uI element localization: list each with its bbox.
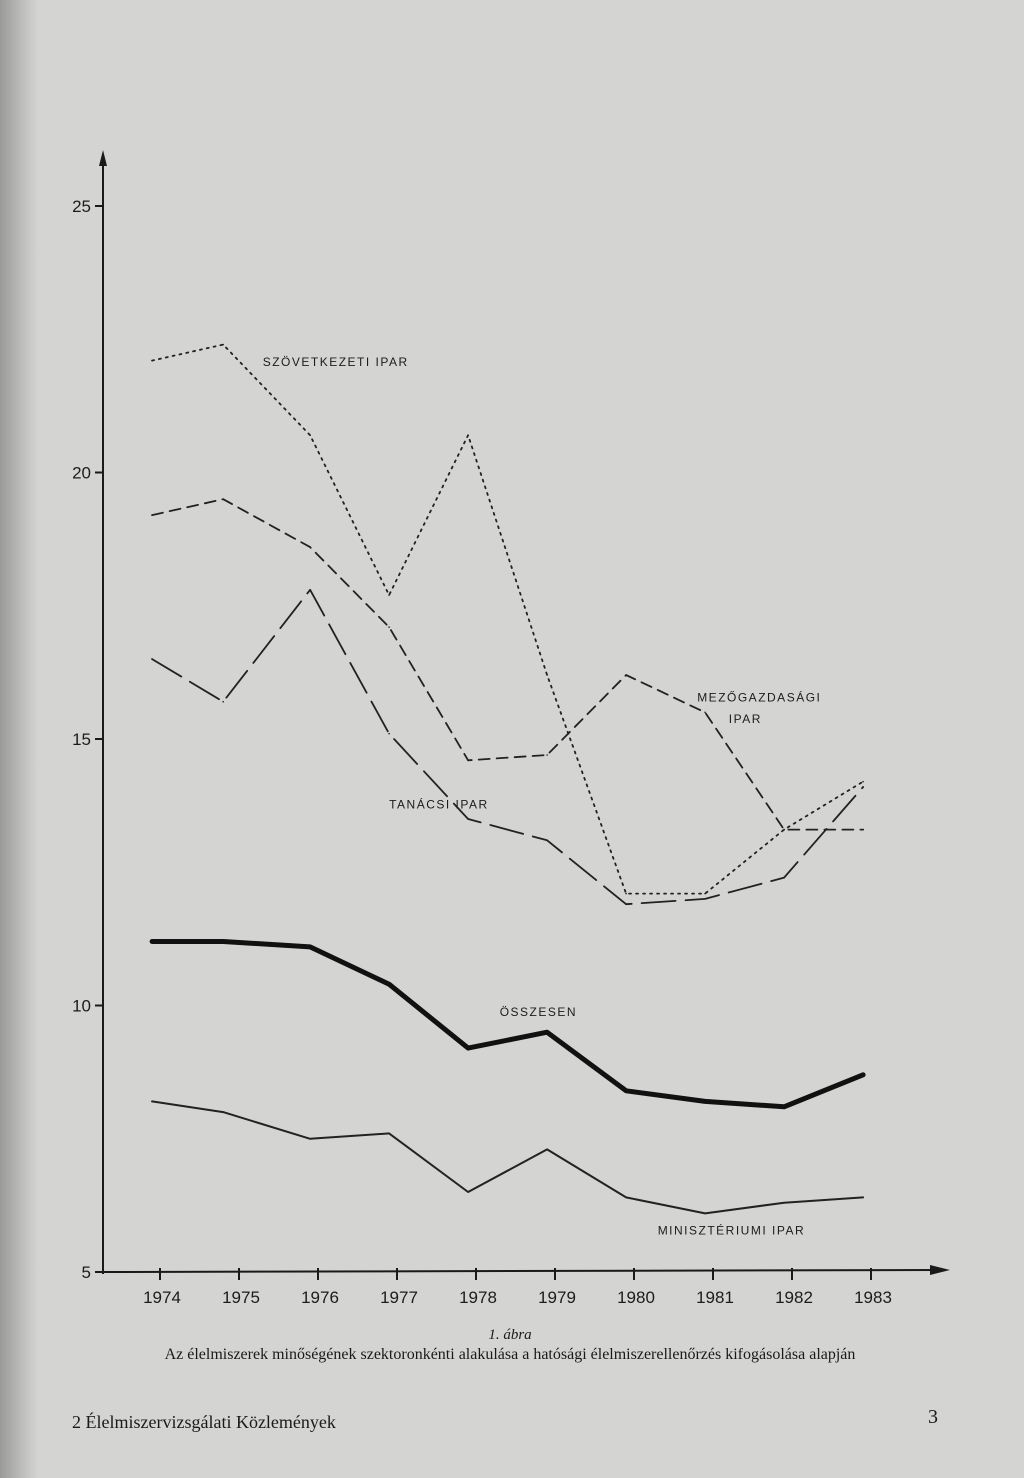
data-point (704, 1213, 706, 1215)
data-point (704, 1101, 706, 1103)
data-point (783, 829, 785, 831)
y-tick-label: 10 (72, 996, 91, 1016)
x-tick-label: 1975 (222, 1288, 260, 1307)
data-point (388, 983, 390, 985)
data-point (546, 1149, 548, 1151)
data-point (862, 1074, 864, 1076)
series-label: MINISZTÉRIUMI IPAR (657, 1223, 806, 1238)
data-point (222, 1111, 224, 1113)
caption-text: Az élelmiszerek minőségének szektoronkénti alakulása a hatósági élelmiszerellenőrzés kifogásolása alapján (164, 1346, 856, 1363)
data-point (546, 674, 548, 676)
data-point (783, 1202, 785, 1204)
figure-caption (60, 1326, 960, 1364)
data-point (862, 829, 864, 831)
data-point (309, 946, 311, 948)
data-point (625, 903, 627, 905)
data-point (151, 1101, 153, 1103)
data-point (546, 754, 548, 756)
series-line-mezogazdasagi-ipar (152, 499, 863, 829)
y-tick-label: 5 (81, 1263, 91, 1282)
data-point (222, 701, 224, 703)
data-point (625, 1197, 627, 1199)
data-point (388, 1133, 390, 1135)
series-line-tanacsi-ipar (152, 590, 863, 904)
series-label: ÖSSZESEN (499, 1005, 578, 1020)
series-line-szovetkezeti-ipar (152, 345, 863, 894)
x-tick-label: 1974 (143, 1288, 181, 1307)
x-axis-arrow (930, 1265, 950, 1275)
data-point (704, 898, 706, 900)
y-tick-label: 20 (72, 463, 91, 483)
x-tick-label: 1977 (380, 1288, 418, 1307)
data-point (309, 1138, 311, 1140)
data-point (467, 760, 469, 762)
data-point (467, 818, 469, 820)
x-tick-label: 1981 (696, 1288, 734, 1307)
data-point (388, 626, 390, 628)
page-number: 3 (928, 1406, 938, 1428)
data-point (222, 344, 224, 346)
data-point (151, 360, 153, 362)
data-point (151, 658, 153, 660)
data-point (704, 712, 706, 714)
data-point (309, 546, 311, 548)
y-axis-ticks (72, 197, 103, 1282)
x-axis-ticks (143, 1268, 892, 1307)
y-tick-label: 25 (72, 197, 91, 216)
data-point (388, 594, 390, 596)
chart-axes (99, 150, 950, 1275)
x-axis-line (103, 1270, 935, 1272)
data-point (546, 1031, 548, 1033)
data-point (862, 781, 864, 783)
data-point (467, 1047, 469, 1049)
series-label: IPAR (728, 712, 762, 727)
data-point (625, 1090, 627, 1092)
data-point (467, 1191, 469, 1193)
x-tick-label: 1978 (459, 1288, 497, 1307)
y-tick-label: 15 (72, 730, 91, 749)
series-label: MEZŐGAZDASÁGI (697, 690, 822, 705)
data-point (704, 893, 706, 895)
series-line-osszesen (152, 942, 863, 1107)
data-point (309, 589, 311, 591)
data-point (625, 674, 627, 676)
x-tick-label: 1982 (775, 1288, 813, 1307)
data-point (546, 839, 548, 841)
journal-footer: 2 Élelmiszervizsgálati Közlemények (72, 1412, 336, 1432)
data-point (151, 941, 153, 943)
figure-number: 1. ábra (488, 1327, 532, 1343)
data-point (309, 434, 311, 436)
x-tick-label: 1983 (854, 1288, 892, 1307)
data-point (783, 877, 785, 879)
x-tick-label: 1979 (538, 1288, 576, 1307)
data-point (151, 514, 153, 516)
data-point (222, 498, 224, 500)
y-axis-arrow (99, 150, 107, 166)
data-point (862, 786, 864, 788)
series-line-miniszteriumi-ipar (152, 1101, 863, 1213)
x-tick-label: 1976 (301, 1288, 339, 1307)
data-point (783, 1106, 785, 1108)
data-point (222, 941, 224, 943)
data-point (862, 1197, 864, 1199)
data-point (625, 893, 627, 895)
data-point (467, 434, 469, 436)
series-label: SZÖVETKEZETI IPAR (262, 354, 409, 369)
x-tick-label: 1980 (617, 1288, 655, 1307)
chart-series (151, 344, 864, 1214)
data-point (388, 733, 390, 735)
series-label: TANÁCSI IPAR (389, 797, 489, 812)
